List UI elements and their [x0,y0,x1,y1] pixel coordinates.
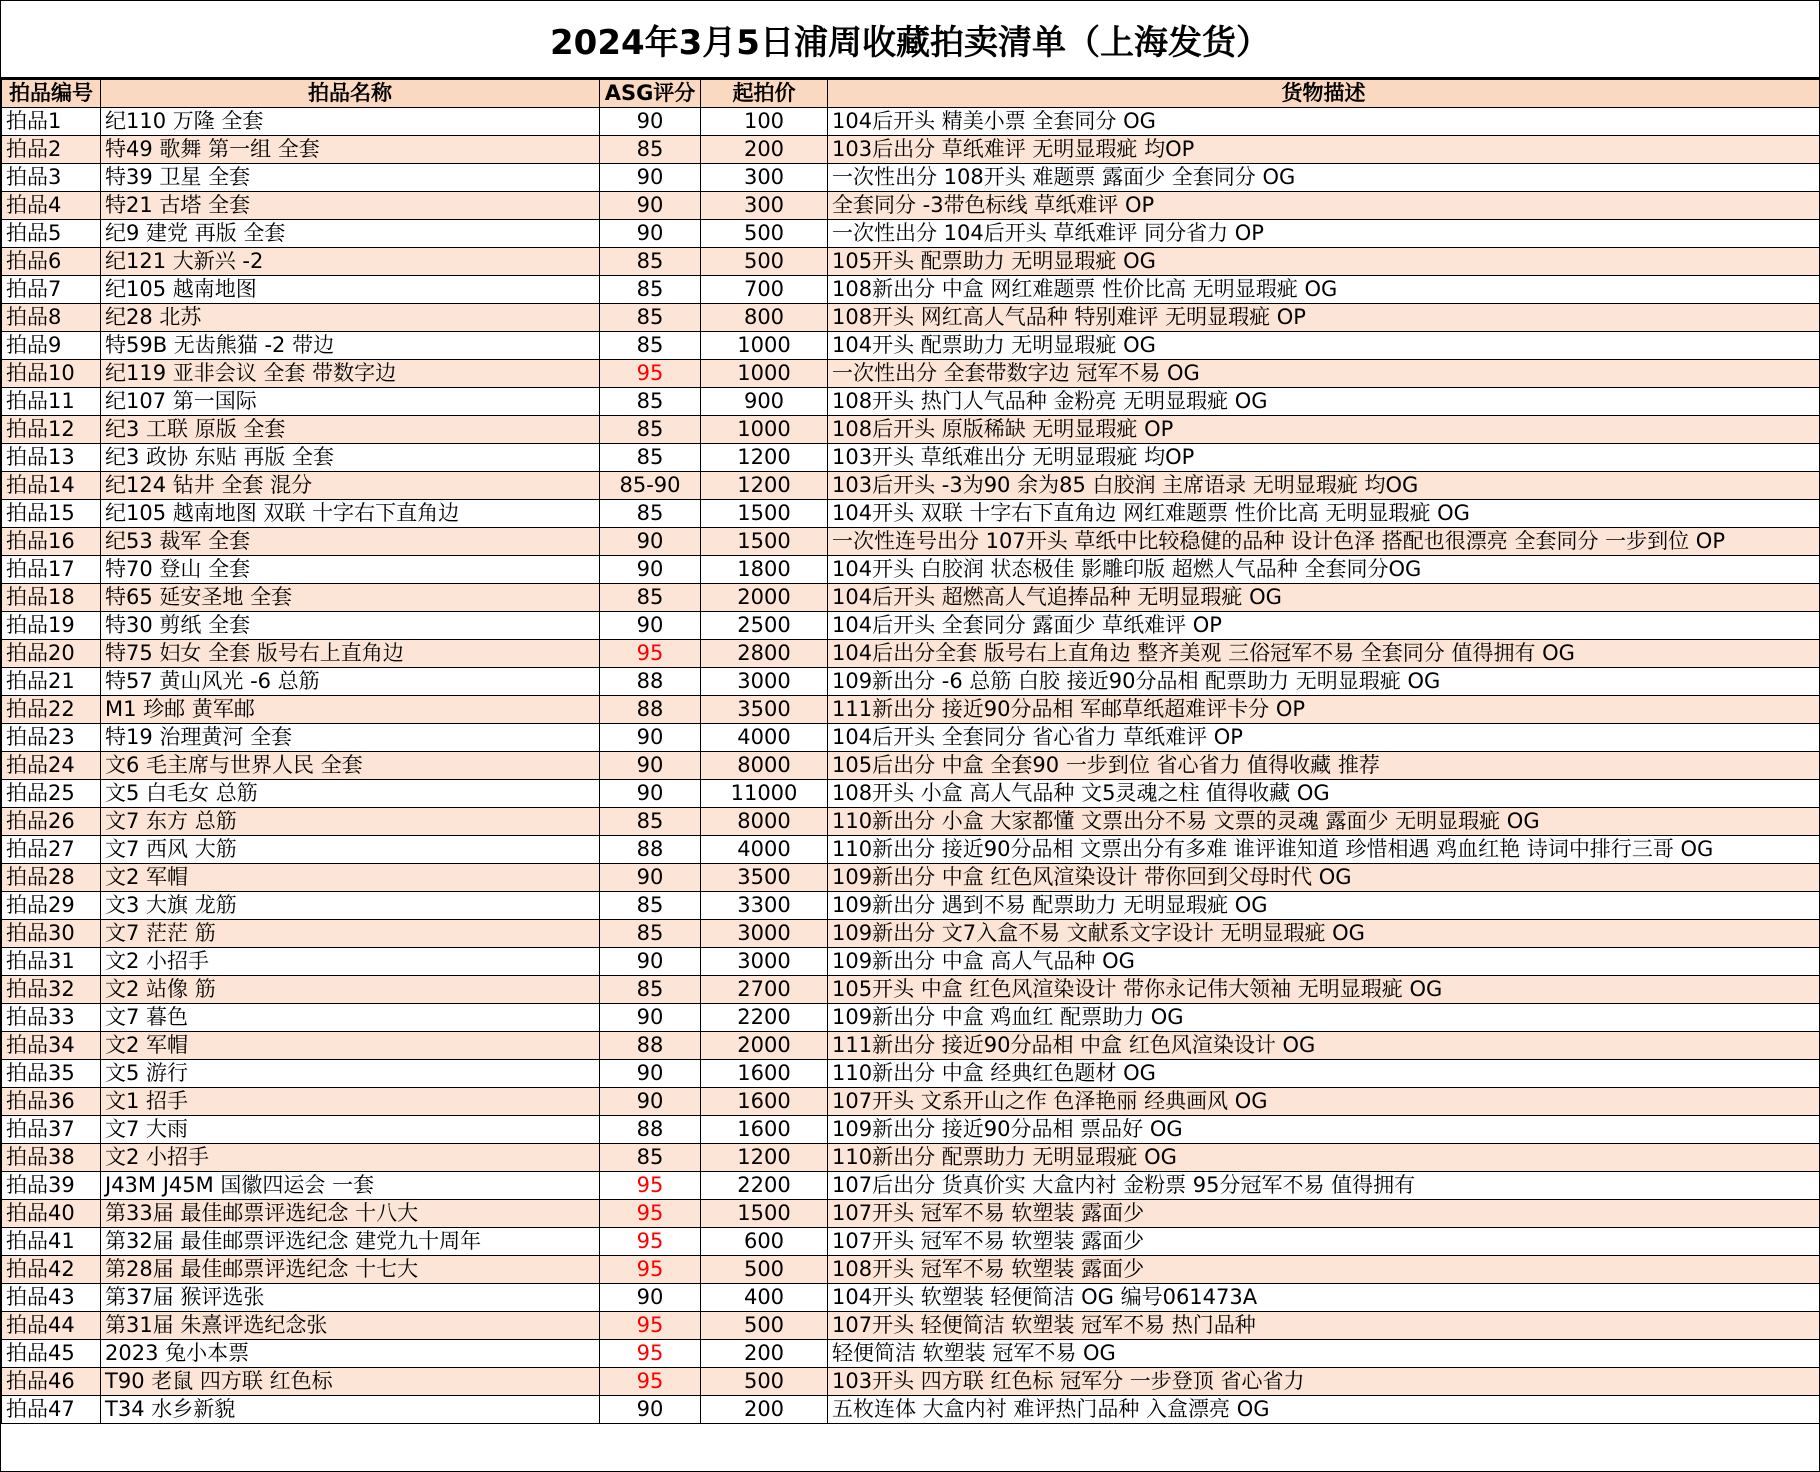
cell-description: 一次性连号出分 107开头 草纸中比较稳健的品种 设计色泽 搭配也很漂亮 全套同分 一步到位 OP [828,528,1820,556]
table-row [2,500,1820,528]
cell-start-price: 500 [701,248,828,276]
cell-asg-score: 90 [600,528,701,556]
cell-lot-number: 拍品16 [2,528,101,556]
header-description: 货物描述 [828,80,1820,108]
cell-description: 111新出分 接近90分品相 军邮草纸超难评卡分 OP [828,696,1820,724]
cell-start-price: 8000 [701,808,828,836]
cell-asg-score: 85 [600,416,701,444]
cell-start-price: 1500 [701,528,828,556]
cell-start-price: 8000 [701,752,828,780]
cell-description: 一次性出分 全套带数字边 冠军不易 OG [828,360,1820,388]
cell-start-price: 1000 [701,416,828,444]
cell-lot-name: J43M J45M 国徽四运会 一套 [101,1172,600,1200]
cell-asg-score: 88 [600,1116,701,1144]
cell-asg-score: 95 [600,1340,701,1368]
cell-description: 110新出分 小盒 大家都懂 文票出分不易 文票的灵魂 露面少 无明显瑕疵 OG [828,808,1820,836]
cell-lot-number: 拍品22 [2,696,101,724]
cell-lot-number: 拍品11 [2,388,101,416]
table-row [2,1228,1820,1256]
cell-start-price: 1000 [701,360,828,388]
cell-description: 104后开头 全套同分 省心省力 草纸难评 OP [828,724,1820,752]
cell-lot-number: 拍品42 [2,1256,101,1284]
cell-asg-score: 85 [600,920,701,948]
cell-asg-score: 90 [600,780,701,808]
header-lot-name: 拍品名称 [101,80,600,108]
cell-description: 105开头 配票助力 无明显瑕疵 OG [828,248,1820,276]
cell-asg-score: 90 [600,1396,701,1424]
cell-asg-score: 90 [600,948,701,976]
cell-start-price: 500 [701,1312,828,1340]
cell-description: 110新出分 接近90分品相 文票出分有多难 谁评谁知道 珍惜相遇 鸡血红艳 诗词中排行三哥 OG [828,836,1820,864]
cell-start-price: 800 [701,304,828,332]
table-row [2,136,1820,164]
cell-start-price: 500 [701,1368,828,1396]
table-body [2,108,1820,1424]
cell-description: 五枚连体 大盒内衬 难评热门品种 入盒漂亮 OG [828,1396,1820,1424]
cell-description: 103开头 草纸难出分 无明显瑕疵 均OP [828,444,1820,472]
cell-lot-name: 纪110 万隆 全套 [101,108,600,136]
cell-lot-name: 纪3 工联 原版 全套 [101,416,600,444]
cell-lot-number: 拍品18 [2,584,101,612]
cell-asg-score: 95 [600,360,701,388]
cell-lot-number: 拍品3 [2,164,101,192]
cell-description: 109新出分 中盒 高人气品种 OG [828,948,1820,976]
table-row [2,192,1820,220]
table-row [2,556,1820,584]
cell-lot-name: T34 水乡新貌 [101,1396,600,1424]
cell-lot-name: 特39 卫星 全套 [101,164,600,192]
cell-description: 111新出分 接近90分品相 中盒 红色风渲染设计 OG [828,1032,1820,1060]
cell-description: 108开头 热门人气品种 金粉亮 无明显瑕疵 OG [828,388,1820,416]
table-row [2,332,1820,360]
cell-description: 107开头 文系开山之作 色泽艳丽 经典画风 OG [828,1088,1820,1116]
table-row [2,976,1820,1004]
cell-lot-number: 拍品17 [2,556,101,584]
cell-lot-number: 拍品6 [2,248,101,276]
cell-description: 103后出分 草纸难评 无明显瑕疵 均OP [828,136,1820,164]
cell-lot-number: 拍品38 [2,1144,101,1172]
cell-lot-name: 纪121 大新兴 -2 [101,248,600,276]
table-row [2,1004,1820,1032]
cell-lot-number: 拍品10 [2,360,101,388]
cell-lot-number: 拍品23 [2,724,101,752]
cell-start-price: 100 [701,108,828,136]
cell-description: 104后开头 精美小票 全套同分 OG [828,108,1820,136]
cell-lot-number: 拍品33 [2,1004,101,1032]
cell-lot-name: 特21 古塔 全套 [101,192,600,220]
cell-asg-score: 95 [600,640,701,668]
cell-lot-name: 纪105 越南地图 双联 十字右下直角边 [101,500,600,528]
cell-asg-score: 90 [600,752,701,780]
cell-asg-score: 85 [600,1144,701,1172]
cell-start-price: 1600 [701,1116,828,1144]
cell-asg-score: 90 [600,612,701,640]
table-row [2,248,1820,276]
cell-asg-score: 90 [600,108,701,136]
cell-start-price: 700 [701,276,828,304]
cell-lot-name: T90 老鼠 四方联 红色标 [101,1368,600,1396]
cell-lot-number: 拍品7 [2,276,101,304]
cell-lot-name: 特49 歌舞 第一组 全套 [101,136,600,164]
cell-description: 109新出分 文7入盒不易 文献系文字设计 无明显瑕疵 OG [828,920,1820,948]
cell-asg-score: 85 [600,976,701,1004]
table-row [2,1172,1820,1200]
cell-lot-name: 特65 延安圣地 全套 [101,584,600,612]
cell-lot-number: 拍品20 [2,640,101,668]
table-row [2,220,1820,248]
table-row [2,108,1820,136]
cell-lot-name: 纪28 北苏 [101,304,600,332]
cell-lot-name: 文2 站像 筋 [101,976,600,1004]
cell-start-price: 200 [701,1396,828,1424]
cell-asg-score: 90 [600,864,701,892]
cell-lot-number: 拍品4 [2,192,101,220]
cell-lot-number: 拍品27 [2,836,101,864]
cell-asg-score: 88 [600,1032,701,1060]
cell-start-price: 1200 [701,1144,828,1172]
cell-asg-score: 95 [600,1200,701,1228]
cell-description: 107开头 冠军不易 软塑装 露面少 [828,1200,1820,1228]
cell-lot-number: 拍品44 [2,1312,101,1340]
cell-description: 104开头 配票助力 无明显瑕疵 OG [828,332,1820,360]
cell-lot-name: 第33届 最佳邮票评选纪念 十八大 [101,1200,600,1228]
cell-start-price: 3500 [701,864,828,892]
header-asg-score: ASG评分 [600,80,701,108]
cell-lot-name: 文2 军帽 [101,1032,600,1060]
cell-lot-name: 特19 治理黄河 全套 [101,724,600,752]
cell-lot-name: 文7 茫茫 筋 [101,920,600,948]
cell-start-price: 500 [701,220,828,248]
table-row [2,1284,1820,1312]
cell-lot-name: 文7 西风 大筋 [101,836,600,864]
cell-description: 104后开头 全套同分 露面少 草纸难评 OP [828,612,1820,640]
cell-description: 109新出分 中盒 红色风渲染设计 带你回到父母时代 OG [828,864,1820,892]
cell-description: 104开头 白胶润 状态极佳 影雕印版 超燃人气品种 全套同分OG [828,556,1820,584]
cell-description: 105后出分 中盒 全套90 一步到位 省心省力 值得收藏 推荐 [828,752,1820,780]
cell-description: 104开头 软塑装 轻便简洁 OG 编号061473A [828,1284,1820,1312]
cell-description: 轻便简洁 软塑装 冠军不易 OG [828,1340,1820,1368]
cell-description: 110新出分 中盒 经典红色题材 OG [828,1060,1820,1088]
cell-asg-score: 90 [600,556,701,584]
cell-start-price: 1200 [701,472,828,500]
table-row [2,388,1820,416]
cell-lot-name: M1 珍邮 黄军邮 [101,696,600,724]
cell-lot-number: 拍品21 [2,668,101,696]
cell-description: 107开头 冠军不易 软塑装 露面少 [828,1228,1820,1256]
table-row [2,1340,1820,1368]
cell-lot-name: 文6 毛主席与世界人民 全套 [101,752,600,780]
table-row [2,1144,1820,1172]
table-row [2,612,1820,640]
cell-lot-name: 特59B 无齿熊猫 -2 带边 [101,332,600,360]
cell-lot-name: 纪119 亚非会议 全套 带数字边 [101,360,600,388]
table-row [2,752,1820,780]
table-row [2,472,1820,500]
cell-start-price: 3000 [701,948,828,976]
cell-description: 104后出分全套 版号右上直角边 整齐美观 三俗冠军不易 全套同分 值得拥有 OG [828,640,1820,668]
table-row [2,1256,1820,1284]
cell-lot-number: 拍品14 [2,472,101,500]
cell-lot-name: 纪3 政协 东贴 再版 全套 [101,444,600,472]
cell-lot-number: 拍品34 [2,1032,101,1060]
cell-asg-score: 88 [600,668,701,696]
cell-start-price: 400 [701,1284,828,1312]
cell-lot-name: 文2 军帽 [101,864,600,892]
header-lot-number: 拍品编号 [2,80,101,108]
cell-lot-number: 拍品1 [2,108,101,136]
cell-lot-number: 拍品25 [2,780,101,808]
cell-start-price: 3300 [701,892,828,920]
cell-lot-name: 文7 东方 总筋 [101,808,600,836]
cell-start-price: 300 [701,192,828,220]
cell-lot-number: 拍品28 [2,864,101,892]
table-row [2,416,1820,444]
cell-lot-number: 拍品8 [2,304,101,332]
cell-lot-name: 文1 招手 [101,1088,600,1116]
table-row [2,1116,1820,1144]
cell-asg-score: 85 [600,248,701,276]
cell-start-price: 2200 [701,1172,828,1200]
cell-description: 110新出分 配票助力 无明显瑕疵 OG [828,1144,1820,1172]
cell-asg-score: 85 [600,584,701,612]
table-row [2,836,1820,864]
auction-table [1,79,1820,1424]
cell-description: 108开头 网红高人气品种 特别难评 无明显瑕疵 OP [828,304,1820,332]
cell-asg-score: 90 [600,1004,701,1032]
cell-asg-score: 95 [600,1368,701,1396]
cell-description: 108开头 冠军不易 软塑装 露面少 [828,1256,1820,1284]
table-row [2,724,1820,752]
cell-start-price: 200 [701,136,828,164]
table-row [2,1200,1820,1228]
cell-start-price: 1500 [701,500,828,528]
cell-lot-number: 拍品45 [2,1340,101,1368]
cell-lot-name: 纪107 第一国际 [101,388,600,416]
cell-lot-name: 2023 兔小本票 [101,1340,600,1368]
cell-lot-name: 文3 大旗 龙筋 [101,892,600,920]
cell-description: 103后开头 -3为90 余为85 白胶润 主席语录 无明显瑕疵 均OG [828,472,1820,500]
cell-asg-score: 90 [600,1060,701,1088]
cell-start-price: 2200 [701,1004,828,1032]
cell-asg-score: 85 [600,444,701,472]
cell-asg-score: 85 [600,892,701,920]
cell-start-price: 2500 [701,612,828,640]
cell-lot-number: 拍品24 [2,752,101,780]
cell-description: 108新出分 中盒 网红难题票 性价比高 无明显瑕疵 OG [828,276,1820,304]
table-row [2,1032,1820,1060]
table-row [2,1312,1820,1340]
cell-description: 109新出分 遇到不易 配票助力 无明显瑕疵 OG [828,892,1820,920]
table-row [2,1368,1820,1396]
cell-start-price: 200 [701,1340,828,1368]
cell-asg-score: 85 [600,332,701,360]
cell-description: 107后出分 货真价实 大盒内衬 金粉票 95分冠军不易 值得拥有 [828,1172,1820,1200]
cell-asg-score: 85 [600,136,701,164]
cell-lot-name: 文5 白毛女 总筋 [101,780,600,808]
cell-lot-name: 文7 暮色 [101,1004,600,1032]
cell-lot-number: 拍品39 [2,1172,101,1200]
cell-start-price: 3000 [701,920,828,948]
cell-lot-name: 纪9 建党 再版 全套 [101,220,600,248]
cell-start-price: 4000 [701,724,828,752]
table-row [2,892,1820,920]
table-row [2,528,1820,556]
cell-description: 109新出分 -6 总筋 白胶 接近90分品相 配票助力 无明显瑕疵 OG [828,668,1820,696]
cell-start-price: 600 [701,1228,828,1256]
cell-description: 108后开头 原版稀缺 无明显瑕疵 OP [828,416,1820,444]
cell-asg-score: 85 [600,500,701,528]
cell-asg-score: 90 [600,1284,701,1312]
table-row [2,1088,1820,1116]
cell-start-price: 11000 [701,780,828,808]
cell-start-price: 1000 [701,332,828,360]
cell-description: 104开头 双联 十字右下直角边 网红难题票 性价比高 无明显瑕疵 OG [828,500,1820,528]
cell-description: 109新出分 中盒 鸡血红 配票助力 OG [828,1004,1820,1032]
cell-lot-number: 拍品30 [2,920,101,948]
cell-asg-score: 88 [600,696,701,724]
cell-lot-name: 纪124 钻井 全套 混分 [101,472,600,500]
cell-asg-score: 95 [600,1172,701,1200]
table-row [2,920,1820,948]
sheet-title: 2024年3月5日浦周收藏拍卖清单（上海发货） [1,1,1819,79]
cell-description: 全套同分 -3带色标线 草纸难评 OP [828,192,1820,220]
cell-lot-number: 拍品46 [2,1368,101,1396]
table-row [2,164,1820,192]
cell-asg-score: 90 [600,220,701,248]
cell-asg-score: 88 [600,836,701,864]
cell-lot-number: 拍品35 [2,1060,101,1088]
table-row [2,668,1820,696]
cell-start-price: 3500 [701,696,828,724]
cell-lot-name: 特75 妇女 全套 版号右上直角边 [101,640,600,668]
cell-description: 107开头 轻便简洁 软塑装 冠军不易 热门品种 [828,1312,1820,1340]
cell-lot-name: 第31届 朱熹评选纪念张 [101,1312,600,1340]
cell-lot-number: 拍品43 [2,1284,101,1312]
header-row [2,80,1820,108]
cell-lot-number: 拍品31 [2,948,101,976]
cell-lot-name: 文2 小招手 [101,948,600,976]
table-row [2,1060,1820,1088]
table-row [2,304,1820,332]
cell-lot-number: 拍品32 [2,976,101,1004]
cell-lot-name: 纪53 裁军 全套 [101,528,600,556]
cell-description: 105开头 中盒 红色风渲染设计 带你永记伟大领袖 无明显瑕疵 OG [828,976,1820,1004]
cell-start-price: 300 [701,164,828,192]
cell-description: 一次性出分 108开头 难题票 露面少 全套同分 OG [828,164,1820,192]
table-row [2,360,1820,388]
table-row [2,808,1820,836]
cell-start-price: 1500 [701,1200,828,1228]
cell-lot-name: 特57 黄山风光 -6 总筋 [101,668,600,696]
cell-lot-name: 第28届 最佳邮票评选纪念 十七大 [101,1256,600,1284]
table-row [2,640,1820,668]
cell-start-price: 1800 [701,556,828,584]
cell-lot-number: 拍品29 [2,892,101,920]
cell-asg-score: 90 [600,1088,701,1116]
cell-lot-number: 拍品13 [2,444,101,472]
cell-description: 一次性出分 104后开头 草纸难评 同分省力 OP [828,220,1820,248]
cell-lot-number: 拍品47 [2,1396,101,1424]
cell-lot-name: 纪105 越南地图 [101,276,600,304]
cell-lot-name: 文2 小招手 [101,1144,600,1172]
cell-asg-score: 85 [600,304,701,332]
table-row [2,276,1820,304]
cell-asg-score: 85 [600,808,701,836]
cell-description: 103开头 四方联 红色标 冠军分 一步登顶 省心省力 [828,1368,1820,1396]
cell-start-price: 900 [701,388,828,416]
cell-lot-number: 拍品41 [2,1228,101,1256]
cell-description: 108开头 小盒 高人气品种 文5灵魂之柱 值得收藏 OG [828,780,1820,808]
cell-asg-score: 85-90 [600,472,701,500]
cell-asg-score: 95 [600,1228,701,1256]
cell-lot-number: 拍品2 [2,136,101,164]
cell-lot-number: 拍品40 [2,1200,101,1228]
cell-lot-number: 拍品37 [2,1116,101,1144]
cell-lot-number: 拍品36 [2,1088,101,1116]
cell-lot-number: 拍品15 [2,500,101,528]
cell-description: 104后开头 超燃高人气追捧品种 无明显瑕疵 OG [828,584,1820,612]
cell-lot-name: 第32届 最佳邮票评选纪念 建党九十周年 [101,1228,600,1256]
cell-lot-number: 拍品9 [2,332,101,360]
cell-start-price: 4000 [701,836,828,864]
cell-asg-score: 95 [600,1256,701,1284]
cell-start-price: 2000 [701,584,828,612]
cell-asg-score: 85 [600,276,701,304]
cell-start-price: 2800 [701,640,828,668]
cell-asg-score: 90 [600,724,701,752]
cell-description: 109新出分 接近90分品相 票品好 OG [828,1116,1820,1144]
cell-asg-score: 85 [600,388,701,416]
cell-asg-score: 90 [600,192,701,220]
cell-asg-score: 90 [600,164,701,192]
cell-lot-name: 特70 登山 全套 [101,556,600,584]
cell-start-price: 3000 [701,668,828,696]
cell-lot-name: 特30 剪纸 全套 [101,612,600,640]
cell-lot-number: 拍品19 [2,612,101,640]
cell-asg-score: 95 [600,1312,701,1340]
table-row [2,948,1820,976]
cell-start-price: 1600 [701,1088,828,1116]
cell-lot-name: 文7 大雨 [101,1116,600,1144]
cell-lot-number: 拍品5 [2,220,101,248]
cell-start-price: 1600 [701,1060,828,1088]
table-row [2,864,1820,892]
table-row [2,1396,1820,1424]
cell-start-price: 2700 [701,976,828,1004]
cell-lot-number: 拍品26 [2,808,101,836]
cell-start-price: 2000 [701,1032,828,1060]
table-row [2,780,1820,808]
table-row [2,444,1820,472]
cell-lot-number: 拍品12 [2,416,101,444]
table-row [2,696,1820,724]
cell-lot-name: 文5 游行 [101,1060,600,1088]
table-row [2,584,1820,612]
header-start-price: 起拍价 [701,80,828,108]
cell-start-price: 500 [701,1256,828,1284]
cell-start-price: 1200 [701,444,828,472]
cell-lot-name: 第37届 猴评选张 [101,1284,600,1312]
